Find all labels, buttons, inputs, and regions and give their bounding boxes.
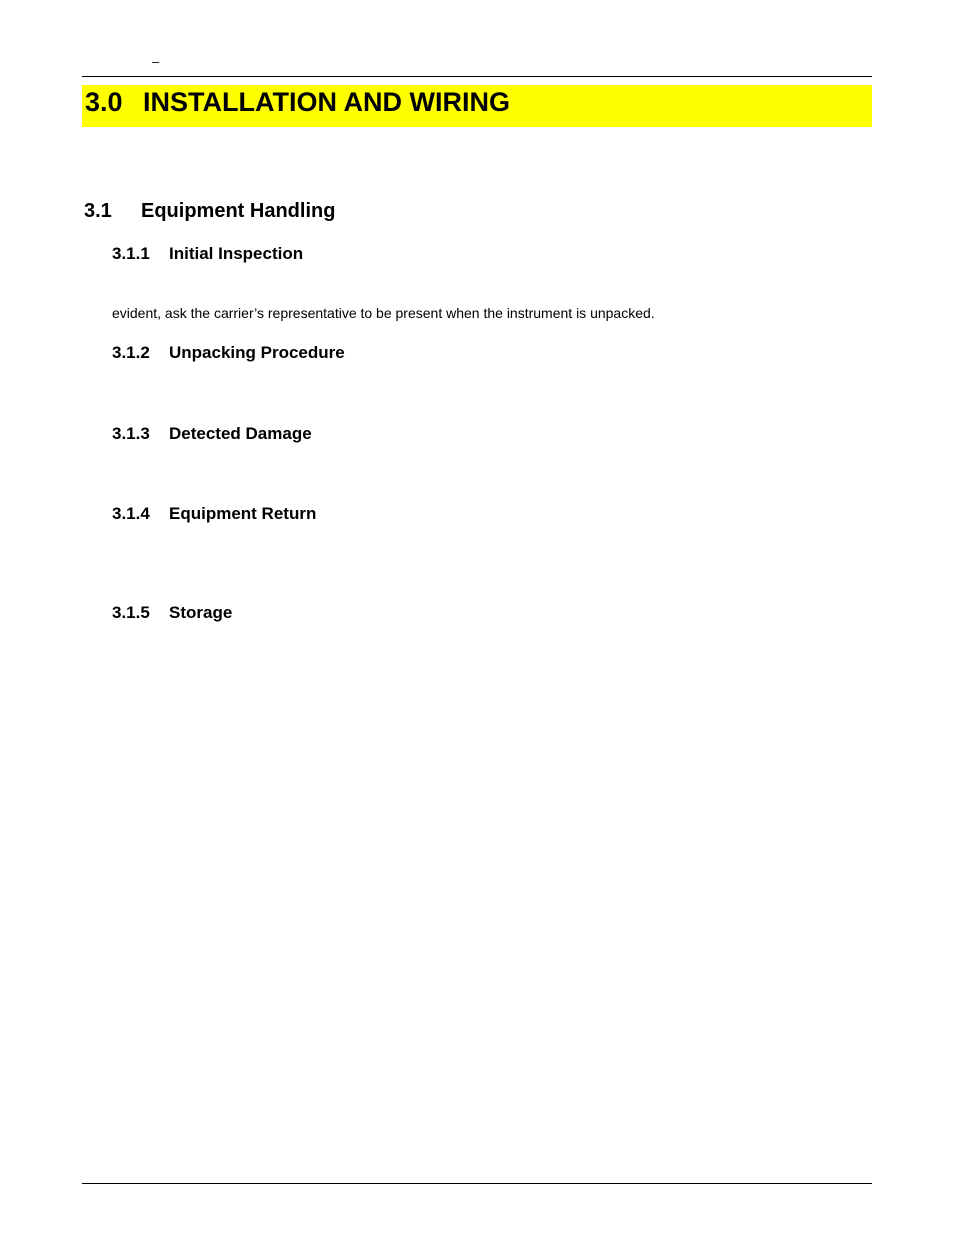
subsection-heading-equipment-return [112, 504, 316, 524]
section-heading [84, 199, 335, 223]
subsection-heading-storage [112, 603, 232, 623]
inspection-paragraph: evident, ask the carrier’s representative to be present when the instrument is unpacked. [112, 305, 655, 321]
header-mark: – [152, 54, 160, 69]
chapter-heading-bar [82, 85, 872, 127]
header-divider [82, 76, 872, 77]
section-title: Equipment Handling [141, 200, 336, 222]
subsection-title: Detected Damage [169, 424, 312, 443]
subsection-number: 3.1.1 [112, 244, 150, 263]
subsection-number: 3.1.2 [112, 343, 150, 362]
subsection-title: Unpacking Procedure [169, 343, 345, 362]
subsection-heading-initial-inspection [112, 244, 303, 264]
chapter-number: 3.0 [85, 87, 123, 117]
footer-divider [82, 1183, 872, 1184]
chapter-title-text: INSTALLATION AND WIRING [143, 87, 510, 117]
section-number: 3.1 [84, 200, 112, 222]
subsection-number: 3.1.4 [112, 504, 150, 523]
subsection-title: Storage [169, 603, 233, 622]
subsection-title: Equipment Return [169, 504, 317, 523]
subsection-title: Initial Inspection [169, 244, 304, 263]
chapter-title [85, 86, 510, 118]
subsection-number: 3.1.5 [112, 603, 150, 622]
subsection-number: 3.1.3 [112, 424, 150, 443]
subsection-heading-detected-damage [112, 424, 312, 444]
subsection-heading-unpacking-procedure [112, 343, 345, 363]
